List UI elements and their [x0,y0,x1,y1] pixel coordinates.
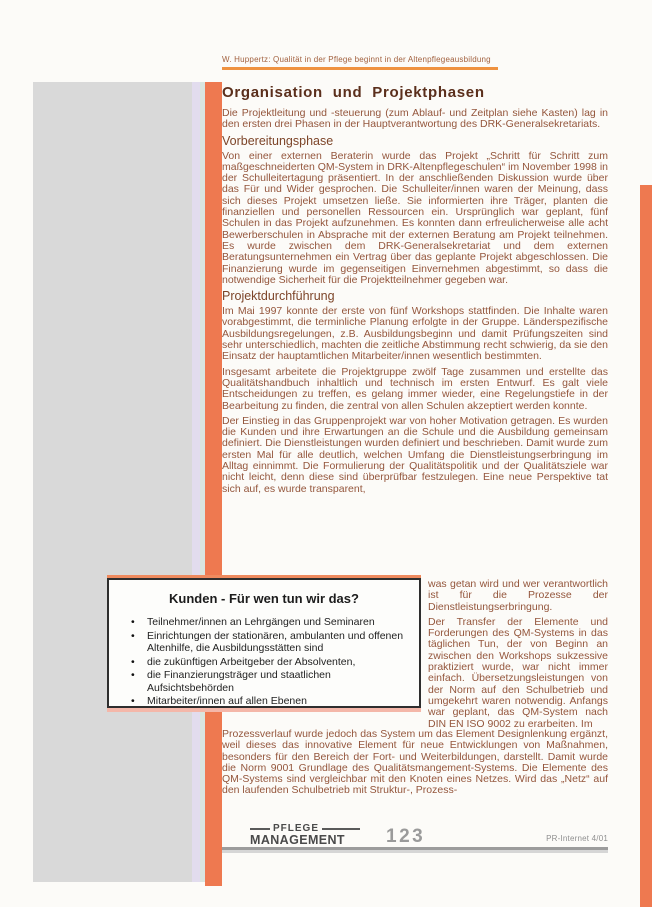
bottom-column [222,729,608,797]
bullet-icon: • [131,669,135,681]
section-heading-projektdurchfuehrung: Projektdurchführung [222,289,335,304]
gray-sidebar [33,82,192,882]
execution-paragraph-2: Insgesamt arbeitete die Projektgruppe zwölf Tage zusammen und erstellte das Qualitätshandbuch inhaltlich und technisch im ersten Entwurf. Es galt viele Entscheidungen zu treffen, es gelang immer wieder, eine Regelungstiefe in der Bearbeitung zu finden, die zentral von allen Schulen akzeptiert werden konnte. [222,365,608,412]
brand-logo [250,823,370,847]
brand-management: MANAGEMENT [250,833,345,847]
brand-pflege: PFLEGE [273,823,320,834]
bullet-icon: • [131,695,135,707]
infobox-item-text: die Finanzierungsträger und staatlichen Aufsichtsbehörden [147,669,331,694]
right-accent-bar [640,185,652,907]
footer-divider [222,847,608,850]
list-item [131,656,409,669]
infobox-title: Kunden - Für wen tun wir das? [169,591,359,606]
infobox-item-text: die zukünftigen Arbeitgeber der Absolventen, [147,655,356,668]
execution-paragraph-3-continued: was getan wird und wer verantwortlich ist für die Prozesse der Dienstleistungserbringung. [428,578,608,613]
issue-label: PR-Internet 4/01 [546,834,608,843]
narrow-wrap-column [428,579,608,734]
infobox-item-text: Mitarbeiter/innen auf allen Ebenen [147,695,307,707]
infobox-item-text: Teilnehmer/innen an Lehrgängen und Seminaren [147,616,375,628]
list-item [131,669,409,694]
section-heading-vorbereitungsphase: Vorbereitungsphase [222,133,334,148]
left-accent-bar [205,82,222,886]
bullet-icon: • [131,616,135,628]
customers-infobox [107,578,421,708]
list-item [131,695,409,708]
execution-paragraph-3: Der Einstieg in das Gruppenprojekt war von hoher Motivation getragen. Es wurden die Kunden und ihre Erwartungen an die Schule und die Ausbildung gemeinsam definiert. Die Dienstleistungen wurden definiert und beschrieben. Damit wurde zum ersten Mal für alle deutlich, welchen Umfang die Dienstleistungserbringung im Alltag einnimmt. Die Formulierung der Qualitätspolitik und der Qualitätsziele war nicht leicht, denn diese sind überprüfbar festzulegen. Eine neue Perspektive tat sich auf, es wurde transparent, [222,414,608,495]
list-item [131,630,409,655]
running-head-underline [222,67,498,70]
infobox-list [109,616,419,708]
scan-fringe-lavender [192,82,200,882]
running-head: W. Huppertz: Qualität in der Pflege beginnt in der Altenpflegeausbildung [222,55,491,64]
page-number: 123 [386,826,426,847]
brand-rule-right [322,828,360,830]
execution-paragraph-1: Im Mai 1997 konnte der erste von fünf Workshops stattfinden. Die Inhalte waren vorabgestimmt, die terminliche Planung erfolgte in der Gruppe. Länderspezifische Ausbildungsregelungen, z.B. Ausbildungsbeginn und damit Prüfungszeiten sind sehr unterschiedlich, machten die zeitliche Abstimmung recht schwierig, da sie den Einsatz der hauptamtlichen Mitarbeiter/innen wesentlich bestimmten. [222,305,608,363]
list-item [131,616,409,629]
article-title: Organisation und Projektphasen [222,84,485,101]
preparation-paragraph: Von einer externen Beraterin wurde das Projekt „Schritt für Schritt zum maßgeschneiderten QM-System in DRK-Altenpflegeschulen“ im November 1998 in der Schulleitertagung präsentiert. In der anschließenden Diskussion wurde über das Für und Wider gesprochen. Die Schulleiter/innen waren der Meinung, dass sich dieses Projekt umsetzen ließe. Sie informierten ihre Träger, planten die finanziellen und personellen Ressourcen ein. Ursprünglich war geplant, fünf Schulen in das Projekt aufzunehmen. Es konnten dann erfreulicherweise alle acht Bewerberschulen in Absprache mit der externen Beratung am Projekt teilnehmen. Es wurde zwischen dem DRK-Generalsekretariat und dem externen Beratungsunternehmen ein Vertrag über das geplante Projekt abgeschlossen. Die Finanzierung wurde im gegenseitigen Einvernehmen abgestimmt, so dass die notwendige Sicherheit für die Projektteilnehmer gegeben war. [222,149,608,286]
bullet-icon: • [131,629,135,642]
brand-rule-left [250,828,270,830]
article-main-column [222,84,608,499]
intro-paragraph: Die Projektleitung und -steuerung (zum Ablauf- und Zeitplan siehe Kasten) lag in den ersten drei Phasen in der Hauptverantwortung des DRK-Generalsekretariats. [222,107,608,131]
bullet-icon: • [131,655,135,668]
transfer-paragraph-wide: Prozessverlauf wurde jedoch das System um das Element Designlenkung ergänzt, weil dieses das innovative Element für neue Entwicklungen von Maßnahmen, besonders für den Bereich der Fort- und Weiterbildungen, darstellt. Damit wurde die Norm 9001 Grundlage des Qualitätsmangement-Systems. Die Elemente des QM-Systems sind vergleichbar mit den Knoten eines Netzes. Wird das „Netz“ auf den laufenden Schulbetrieb mit Struktur-, Prozess- [222,728,608,797]
infobox-item-text: Einrichtungen der stationären, ambulanten und offenen Altenhilfe, die Ausbildungsstätten sind [147,629,404,654]
transfer-paragraph-narrow: Der Transfer der Elemente und Forderungen des QM-Systems in das täglichen Tun, der von Beginn an zwischen den Workshops sukzessive praktiziert wurde, war nicht immer einfach. Übersetzungsleistungen von der Norm auf den Schulbetrieb und umgekehrt waren notwendig. Anfangs war geplant, das QM-System nach DIN EN ISO 9002 zu erarbeiten. Im [428,615,608,730]
